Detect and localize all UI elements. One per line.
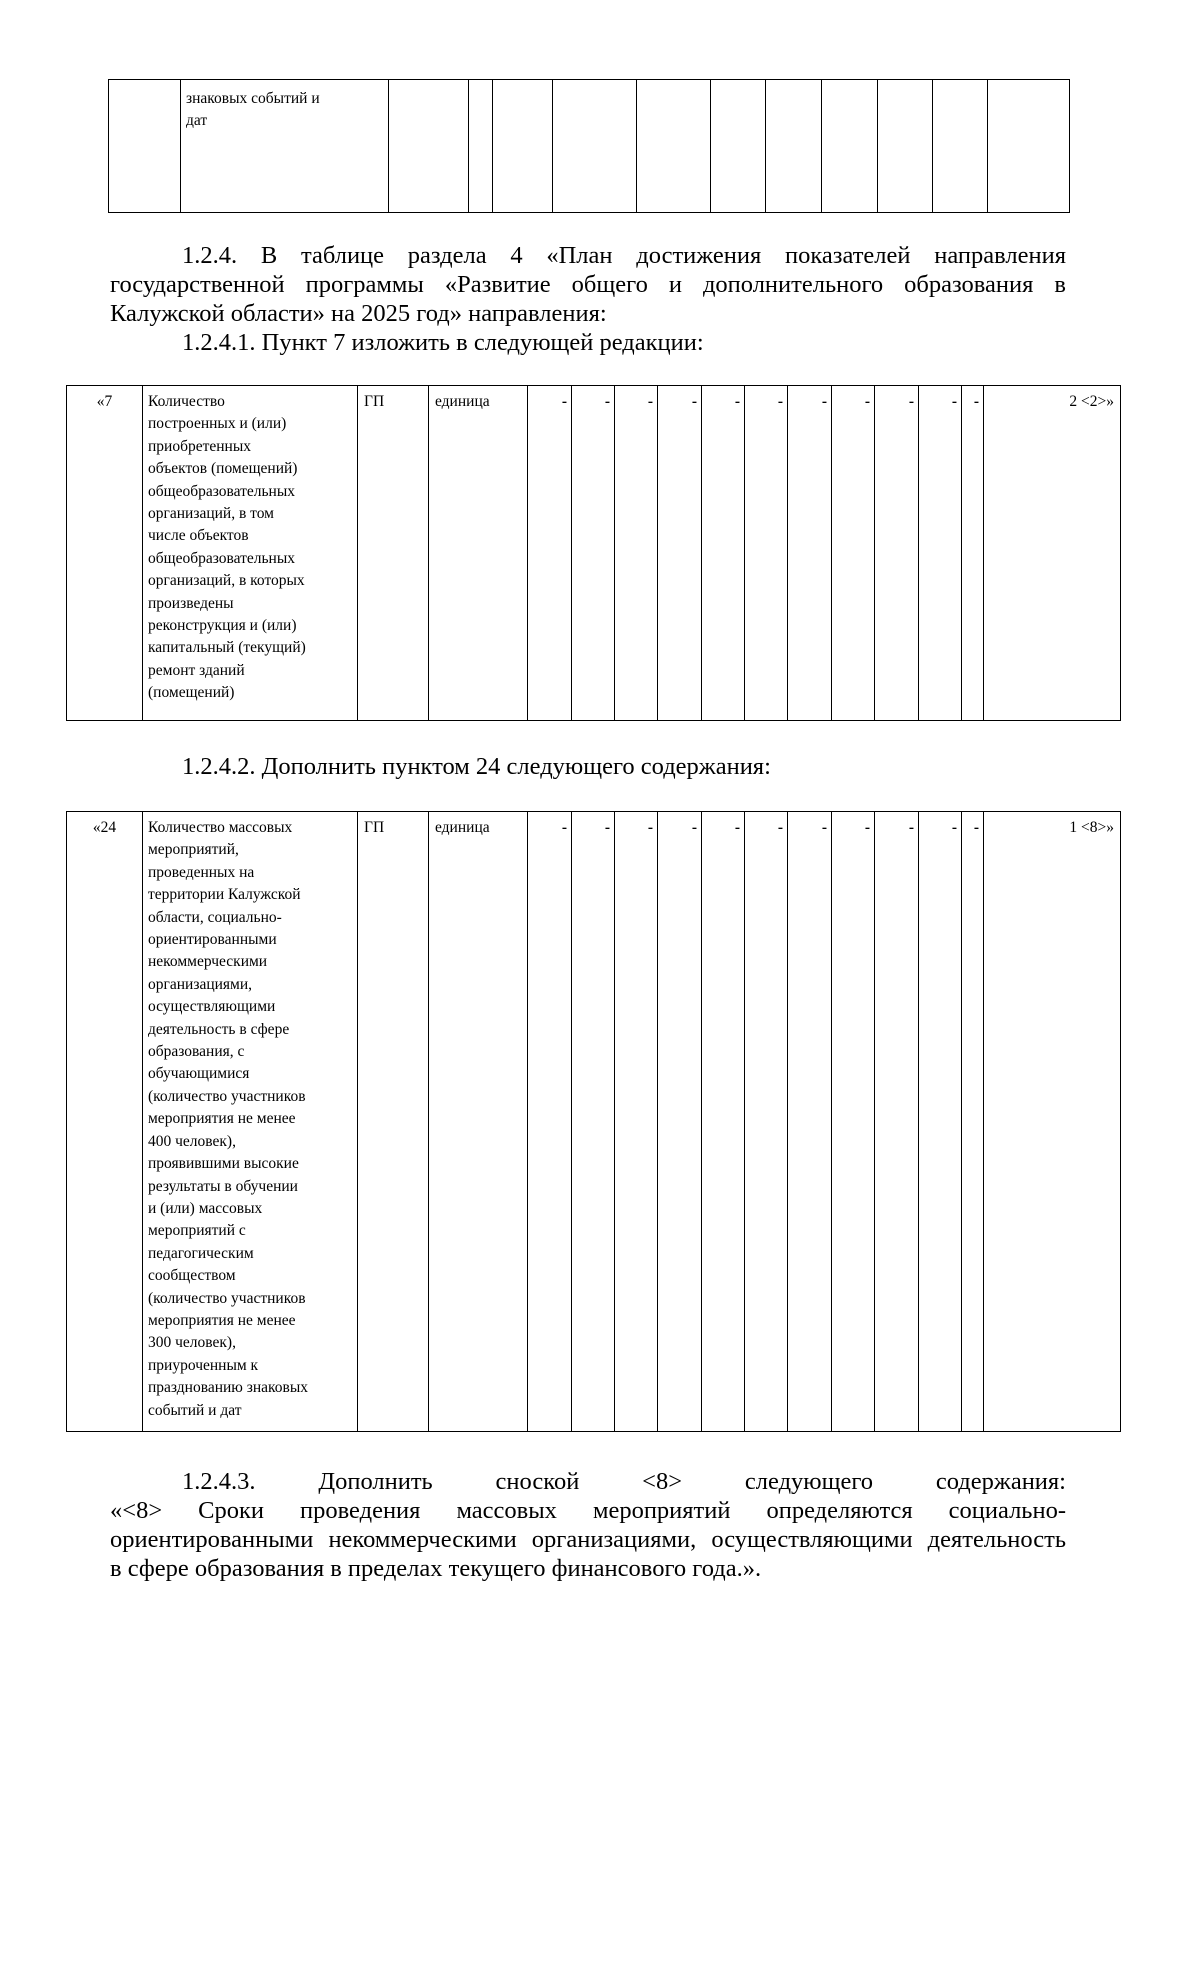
name-line: реконструкция и (или) [148,617,297,635]
empty-cell [469,80,493,213]
empty-cell [766,80,822,213]
indicator-name-cell [181,80,389,213]
paragraph-1-2-4-2: 1.2.4.2. Дополнить пунктом 24 следующего содержания: [182,753,771,780]
row-number-cell: «24 [67,812,143,1432]
period-value-cell: - [919,812,962,1432]
period-value-cell: - [745,386,788,721]
name-line: 400 человек), [148,1132,236,1150]
period-value-cell: - [832,386,875,721]
empty-cell [637,80,711,213]
period-value-cell: - [702,386,745,721]
name-line: проведенных на [148,863,255,881]
name-line: мероприятия не менее [148,1110,296,1128]
name-line: дат [186,112,208,130]
year-value-cell: 2 <2>» [984,386,1121,721]
name-line: организациями, [148,975,253,993]
empty-cell [878,80,933,213]
name-line: 300 человек), [148,1334,236,1352]
name-line: педагогическим [148,1244,254,1262]
paragraph-line: в сфере образования в пределах текущего финансового года.». [110,1555,762,1582]
indicator-table-item-7 [66,385,1121,721]
period-value-cell: - [788,812,832,1432]
name-line: общеобразовательных [148,549,296,567]
period-value-cell: - [658,386,702,721]
empty-cell [389,80,469,213]
name-line: произведены [148,594,234,612]
source-cell: ГП [358,386,429,721]
name-line: и (или) массовых [148,1199,263,1217]
name-line: деятельность в сфере [148,1020,290,1038]
table-row [67,386,1121,721]
paragraph-line: ориентированными некоммерческими организациями, осуществляющими деятельность [110,1526,1066,1553]
period-value-cell: - [962,386,984,721]
name-line: приобретенных [148,437,252,455]
row-number-cell: «7 [67,386,143,721]
unit-cell: единица [429,812,528,1432]
period-value-cell: - [875,386,919,721]
period-value-cell: - [528,386,572,721]
name-line: образования, с [148,1043,245,1061]
period-value-cell: - [528,812,572,1432]
name-line: организаций, в которых [148,572,305,590]
period-value-cell: - [919,386,962,721]
paragraph-line: 1.2.4. В таблице раздела 4 «План достижения показателей направления [182,242,1066,269]
name-line: общеобразовательных [148,482,296,500]
name-line: мероприятий, [148,841,239,859]
name-line: результаты в обучении [148,1177,298,1195]
name-line: ремонт зданий [148,661,245,679]
period-value-cell: - [658,812,702,1432]
empty-cell [711,80,766,213]
period-value-cell: - [962,812,984,1432]
empty-cell [822,80,878,213]
year-value-cell: 1 <8>» [984,812,1121,1432]
name-line: организаций, в том [148,505,274,523]
name-line: мероприятия не менее [148,1311,296,1329]
name-line: ориентированными [148,931,277,949]
name-line: (количество участников [148,1289,306,1307]
paragraph-line: 1.2.4.3. Дополнить сноской <8> следующего содержания: [182,1468,1066,1495]
period-value-cell: - [875,812,919,1432]
name-line: территории Калужской [148,886,301,904]
paragraph-1-2-4 [110,241,1066,328]
name-line: сообществом [148,1267,236,1285]
period-value-cell: - [615,386,658,721]
empty-cell [988,80,1070,213]
indicator-table-item-24 [66,811,1121,1432]
name-line: событий и дат [148,1401,242,1419]
name-line: (помещений) [148,684,235,702]
table-row [67,812,1121,1432]
period-value-cell: - [615,812,658,1432]
period-value-cell: - [572,812,615,1432]
empty-cell [493,80,553,213]
name-line: приуроченным к [148,1356,259,1374]
period-value-cell: - [832,812,875,1432]
empty-cell [553,80,637,213]
paragraph-line: «<8> Сроки проведения массовых мероприятий определяются социально- [110,1497,1066,1524]
period-value-cell: - [572,386,615,721]
paragraph-line: Калужской области» на 2025 год» направления: [110,300,607,327]
name-line: мероприятий с [148,1222,246,1240]
name-line: числе объектов [148,527,249,545]
period-value-cell: - [702,812,745,1432]
period-value-cell: - [788,386,832,721]
name-line: капитальный (текущий) [148,639,306,657]
source-cell: ГП [358,812,429,1432]
name-line: некоммерческими [148,953,268,971]
unit-cell: единица [429,386,528,721]
name-line: построенных и (или) [148,415,287,433]
empty-cell [933,80,988,213]
name-line: знаковых событий и [186,90,320,107]
paragraph-1-2-4-1: 1.2.4.1. Пункт 7 изложить в следующей редакции: [182,329,704,356]
name-line: празднованию знаковых [148,1379,309,1397]
name-line: области, социально- [148,908,282,926]
continued-table [108,79,1070,213]
paragraph-line: государственной программы «Развитие общего и дополнительного образования в [110,271,1066,298]
table-row [109,80,1070,213]
row-number-cell [109,80,181,213]
name-line: проявившими высокие [148,1155,299,1173]
name-line: (количество участников [148,1087,306,1105]
indicator-name-cell [143,812,358,1432]
name-line: объектов (помещений) [148,460,298,478]
name-line: Количество [148,393,225,410]
paragraph-1-2-4-3 [110,1467,1066,1583]
name-line: осуществляющими [148,998,276,1016]
period-value-cell: - [745,812,788,1432]
name-line: обучающимися [148,1065,250,1083]
name-line: Количество массовых [148,819,293,836]
indicator-name-cell [143,386,358,721]
